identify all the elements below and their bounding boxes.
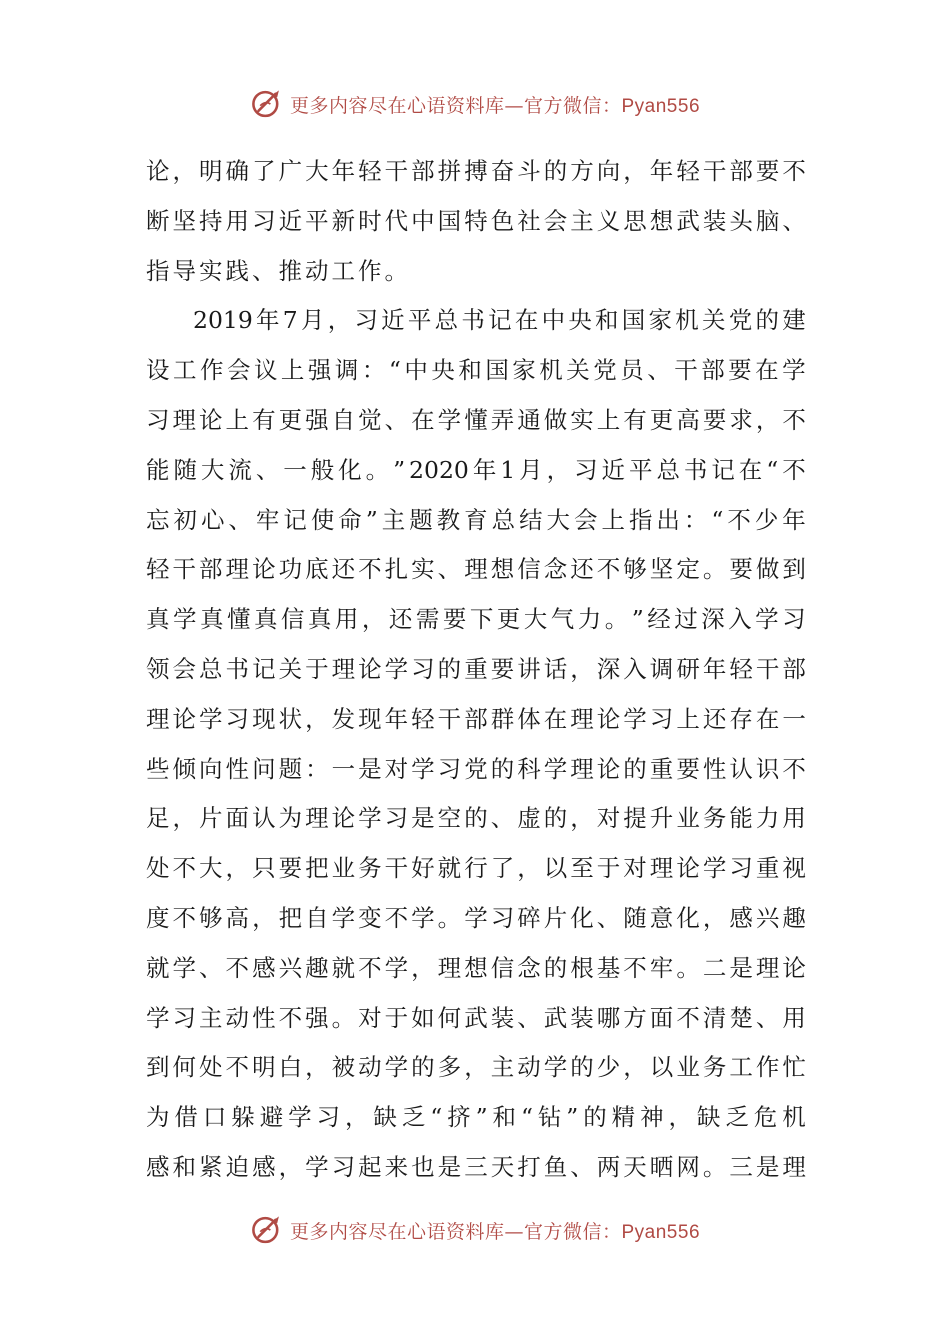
header-banner-text: 更多内容尽在心语资料库—官方微信：Pyan556	[289, 94, 701, 117]
text-line: 轻 干 部 理 论 功 底 还 不 扎 实 、 理 想 信 念 还 不 够 坚 定 。 要 做 到	[146, 555, 806, 584]
text-line: 处 不 大 ， 只 要 把 业 务 干 好 就 行 了 ， 以 至 于 对 理 论 学 习 重 视	[146, 854, 806, 883]
pen-seal-logo-icon	[250, 1213, 284, 1247]
text-line: 到 何 处 不 明 白 ， 被 动 学 的 多 ， 主 动 学 的 少 ， 以 业 务 工 作 忙	[146, 1053, 806, 1082]
header-banner	[0, 84, 950, 124]
text-line: 为 借 口 躲 避 学 习 ， 缺 乏 “ 挤 ” 和 “ 钻 ” 的 精 神 ， 缺 乏 危 机	[146, 1103, 806, 1132]
footer-wechat-id: Pyan556	[621, 1221, 701, 1243]
text-line: 习 理 论 上 有 更 强 自 觉 、 在 学 懂 弄 通 做 实 上 有 更 高 要 求 ， 不	[146, 405, 806, 434]
text-line: 足 ， 片 面 认 为 理 论 学 习 是 空 的 、 虚 的 ， 对 提 升 业 务 能 力 用	[146, 804, 806, 833]
pen-seal-logo-icon	[250, 87, 284, 121]
text-line: 断 坚 持 用 习 近 平 新 时 代 中 国 特 色 社 会 主 义 思 想 武 装 头 脑 、	[146, 206, 806, 235]
text-line: 能 随 大 流 、 一 般 化 。 ” 2020 年 1 月 ， 习 近 平 总 书 记 在 “ 不	[146, 455, 806, 484]
text-line: 度 不 够 高 ， 把 自 学 变 不 学 。 学 习 碎 片 化 、 随 意 化 ， 感 兴 趣	[146, 903, 806, 932]
text-line: 理 论 学 习 现 状 ， 发 现 年 轻 干 部 群 体 在 理 论 学 习 上 还 存 在 一	[146, 704, 806, 733]
text-line: 感 和 紧 迫 感 ， 学 习 起 来 也 是 三 天 打 鱼 、 两 天 晒 网 。 三 是 理	[146, 1152, 806, 1181]
text-line: 就 学 、 不 感 兴 趣 就 不 学 ， 理 想 信 念 的 根 基 不 牢 。 二 是 理 论	[146, 953, 806, 982]
text-line: 忘 初 心 、 牢 记 使 命 ” 主 题 教 育 总 结 大 会 上 指 出 ： “ 不 少 年	[146, 505, 806, 534]
text-line: 些 倾 向 性 问 题 ： 一 是 对 学 习 党 的 科 学 理 论 的 重 要 性 认 识 不	[146, 754, 806, 783]
text-line: 学 习 主 动 性 不 强 。 对 于 如 何 武 装 、 武 装 哪 方 面 不 清 楚 、 用	[146, 1003, 806, 1032]
text-line: 设 工 作 会 议 上 强 调 ： “ 中 央 和 国 家 机 关 党 员 、 干 部 要 在 学	[146, 356, 806, 385]
footer-banner-text: 更多内容尽在心语资料库—官方微信：Pyan556	[289, 1220, 701, 1243]
footer-banner	[0, 1210, 950, 1250]
header-wechat-id: Pyan556	[621, 95, 701, 117]
text-line: 领 会 总 书 记 关 于 理 论 学 习 的 重 要 讲 话 ， 深 入 调 研 年 轻 干 部	[146, 654, 806, 683]
paragraph-first-line: 2019 年 7 月 ， 习 近 平 总 书 记 在 中 央 和 国 家 机 关 党 的 建	[193, 306, 806, 335]
text-line: 指导实践、推动工作。	[146, 256, 411, 285]
text-line: 真 学 真 懂 真 信 真 用 ， 还 需 要 下 更 大 气 力 。 ” 经 过 深 入 学 习	[146, 605, 806, 634]
document-body	[146, 147, 806, 1193]
text-line: 论 ， 明 确 了 广 大 年 轻 干 部 拼 搏 奋 斗 的 方 向 ， 年 轻 干 部 要 不	[146, 157, 806, 185]
